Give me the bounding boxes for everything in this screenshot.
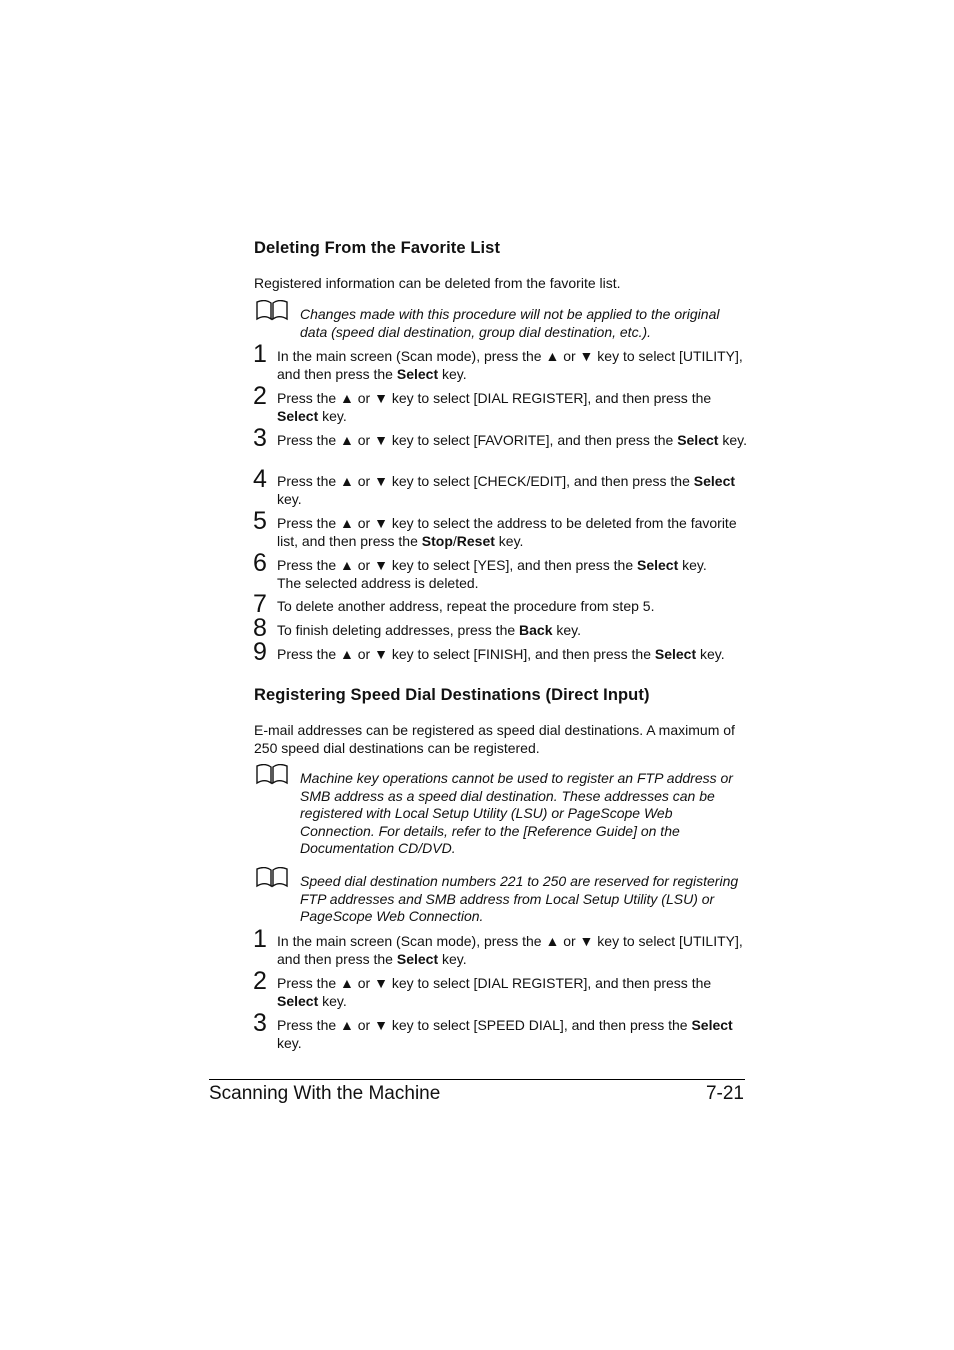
step-text: Press the ▲ or ▼ key to select the address to be deleted from the favorite list, and then press the Stop/Reset key.	[277, 515, 737, 549]
step-number: 6	[253, 549, 267, 577]
section-title-deleting: Deleting From the Favorite List	[254, 239, 501, 257]
step-text: To finish deleting addresses, press the Back key.	[277, 622, 582, 638]
note-text: Machine key operations cannot be used to register an FTP address or SMB address as a speed dial destination. These addresses can be registered with Local Setup Utility (LSU) or PageScope Web Connection. For details, refer to the [Reference Guide] on the Documentation CD/DVD.	[300, 770, 733, 856]
section-title-registering: Registering Speed Dial Destinations (Direct Input)	[254, 686, 650, 704]
section-intro: E-mail addresses can be registered as speed dial destinations. A maximum of 250 speed dial destinations can be registered.	[254, 722, 735, 756]
step-number: 7	[253, 590, 267, 618]
step-number: 5	[253, 507, 267, 535]
step-number: 4	[253, 465, 267, 493]
step-number: 1	[253, 340, 267, 368]
step-text: Press the ▲ or ▼ key to select [FAVORITE], and then press the Select key.	[277, 432, 747, 448]
step-text: Press the ▲ or ▼ key to select [DIAL REGISTER], and then press the Select key.	[277, 975, 712, 1009]
book-icon	[255, 764, 289, 786]
step-text: Press the ▲ or ▼ key to select [YES], and then press the Select key. The selected address is deleted.	[277, 557, 707, 591]
note-text: Changes made with this procedure will not be applied to the original data (speed dial destination, group dial destination, etc.).	[300, 306, 720, 340]
step-text: In the main screen (Scan mode), press the ▲ or ▼ key to select [UTILITY], and then press the Select key.	[277, 348, 743, 382]
step-number: 2	[253, 967, 267, 995]
step-number: 1	[253, 925, 267, 953]
step-text: Press the ▲ or ▼ key to select [SPEED DIAL], and then press the Select key.	[277, 1017, 733, 1051]
step-number: 3	[253, 1009, 267, 1037]
step-text: To delete another address, repeat the procedure from step 5.	[277, 598, 655, 614]
step-text: Press the ▲ or ▼ key to select [DIAL REGISTER], and then press the Select key.	[277, 390, 712, 424]
note-text: Speed dial destination numbers 221 to 250 are reserved for registering FTP addresses and SMB address from Local Setup Utility (LSU) or PageScope Web Connection.	[300, 873, 739, 924]
step-text: In the main screen (Scan mode), press the ▲ or ▼ key to select [UTILITY], and then press the Select key.	[277, 933, 743, 967]
step-number: 2	[253, 382, 267, 410]
footer-divider	[209, 1079, 745, 1080]
page-number: 7-21	[705, 1083, 744, 1104]
section-intro: Registered information can be deleted from the favorite list.	[254, 275, 621, 291]
step-number: 8	[253, 614, 267, 642]
book-icon	[255, 867, 289, 889]
step-number: 3	[253, 424, 267, 452]
step-text: Press the ▲ or ▼ key to select [FINISH], and then press the Select key.	[277, 646, 725, 662]
footer-chapter-title: Scanning With the Machine	[209, 1083, 441, 1104]
step-number: 9	[253, 638, 267, 666]
step-text: Press the ▲ or ▼ key to select [CHECK/EDIT], and then press the Select key.	[277, 473, 736, 507]
book-icon	[255, 300, 289, 322]
